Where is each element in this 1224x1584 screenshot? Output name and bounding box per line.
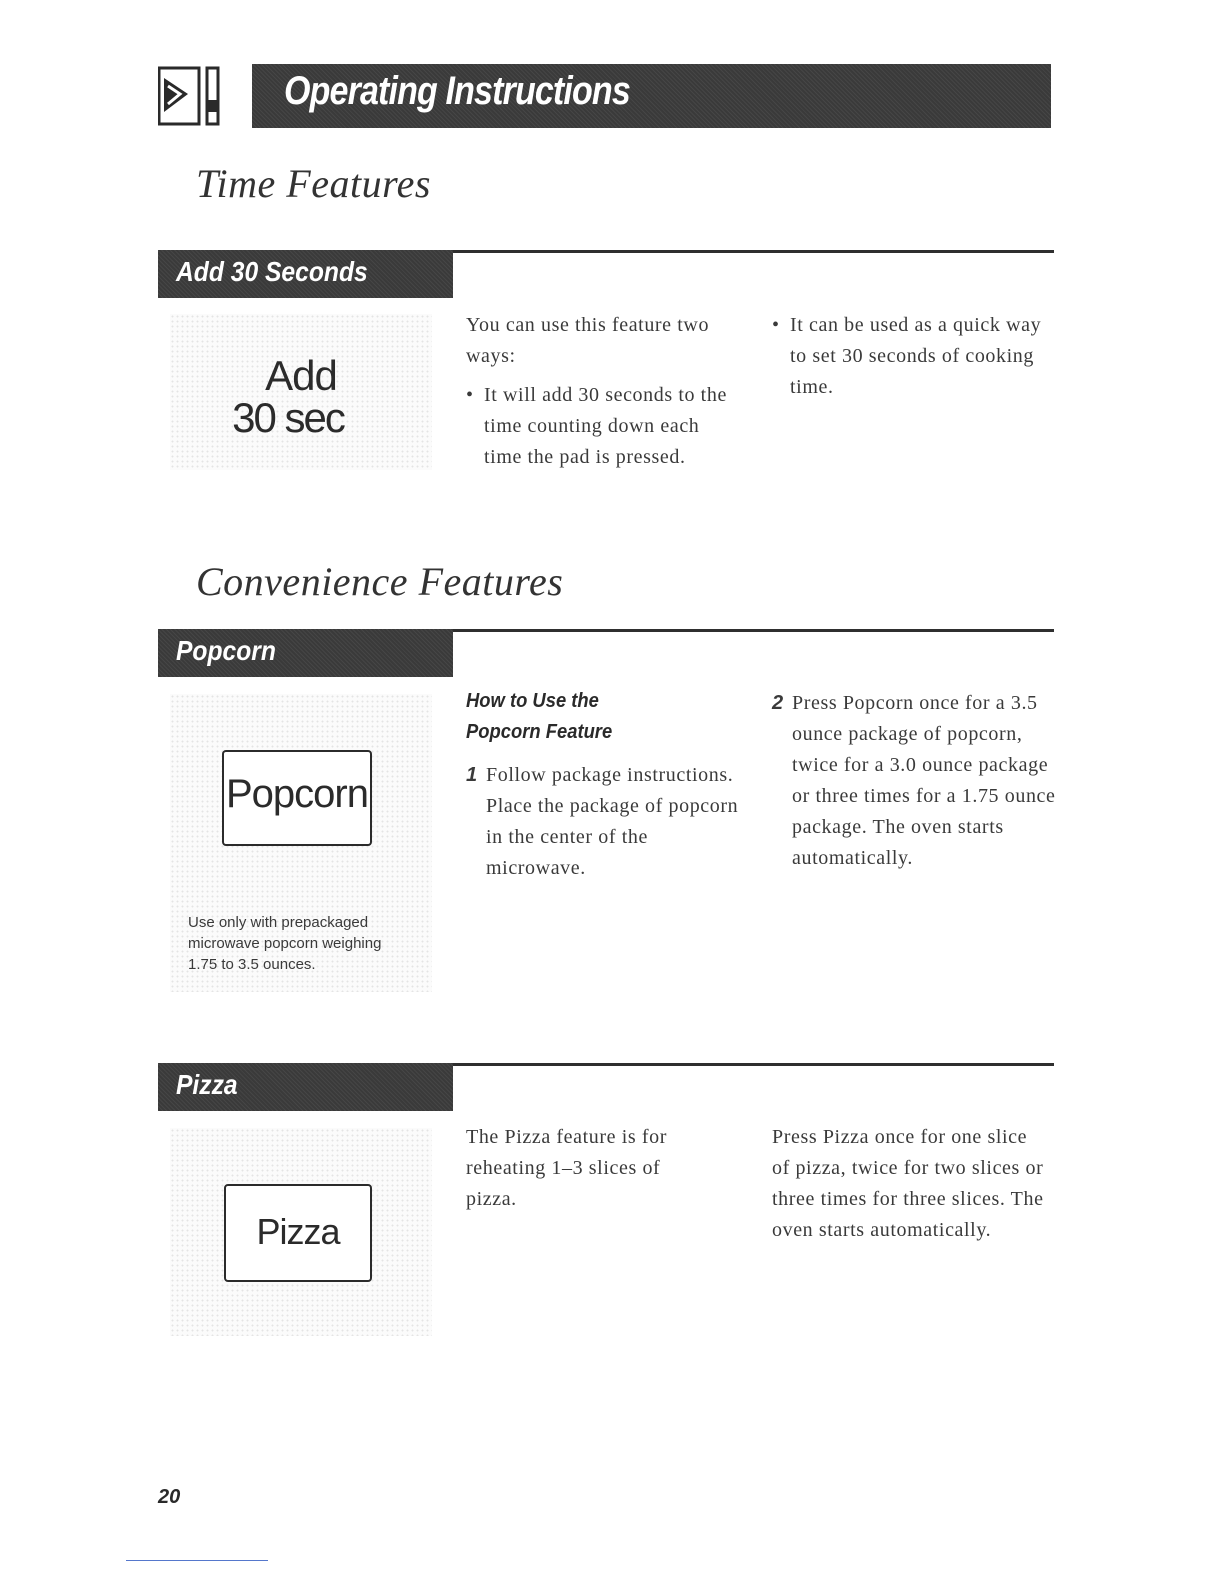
pizza-description: The Pizza feature is for reheating 1–3 slices of pizza. xyxy=(466,1126,667,1210)
feature-tab-label: Popcorn xyxy=(176,635,276,666)
add-30-bullet-1 xyxy=(466,380,738,473)
page-header-title: Operating Instructions xyxy=(284,69,630,113)
popcorn-note-line: microwave popcorn weighing xyxy=(188,935,382,952)
add-30-column-1 xyxy=(466,310,738,473)
section-rule xyxy=(453,250,1054,253)
section-rule xyxy=(453,1063,1054,1066)
popcorn-howto-heading-line-1: How to Use the xyxy=(466,690,599,712)
pizza-instructions: Press Pizza once for one slice of pizza, twice for two slices or three times for three slices. The oven starts automatically. xyxy=(772,1126,1044,1241)
pizza-column-2 xyxy=(772,1122,1044,1246)
step-number: 2 xyxy=(772,692,784,714)
add-30-bullet-2 xyxy=(772,310,1044,403)
add-30-intro: You can use this feature two ways: xyxy=(466,314,710,367)
page-number: 20 xyxy=(158,1486,181,1508)
popcorn-note-line: Use only with prepackaged xyxy=(188,914,369,931)
popcorn-step-2-text: Press Popcorn once for a 3.5 ounce package of popcorn, twice for a 3.0 ounce package or three times for a 1.75 ounce package. The oven starts automatically. xyxy=(792,692,1056,869)
pad-label-30-sec: 30 sec xyxy=(232,394,344,441)
popcorn-note xyxy=(188,912,381,975)
popcorn-note-line: 1.75 to 3.5 ounces. xyxy=(188,956,316,973)
popcorn-pad xyxy=(222,750,372,846)
feature-tab-pizza xyxy=(158,1063,453,1111)
add-30-bullet-1-text: It will add 30 seconds to the time counting down each time the pad is pressed. xyxy=(484,384,727,468)
popcorn-column-1 xyxy=(466,686,746,884)
pizza-column-1 xyxy=(466,1122,716,1215)
footer-link-underline xyxy=(126,1560,268,1561)
bullet-dot: • xyxy=(772,314,780,336)
popcorn-step-1-text: Follow package instructions. Place the package of popcorn in the center of the microwave. xyxy=(486,764,739,879)
pad-label-add: Add xyxy=(265,352,337,399)
bullet-dot: • xyxy=(466,384,474,406)
pad-label-pizza: Pizza xyxy=(256,1211,340,1252)
section-rule xyxy=(453,629,1054,632)
add-30-bullet-2-text: It can be used as a quick way to set 30 seconds of cooking time. xyxy=(790,314,1042,398)
pizza-pad xyxy=(224,1184,372,1282)
feature-tab-add-30-seconds xyxy=(158,250,453,298)
feature-tab-popcorn xyxy=(158,629,453,677)
microwave-chapter-icon xyxy=(158,66,220,128)
feature-tab-label: Add 30 Seconds xyxy=(176,256,368,287)
pizza-pad-illustration xyxy=(170,1128,432,1336)
feature-tab-label: Pizza xyxy=(176,1069,238,1100)
popcorn-step-1 xyxy=(466,760,748,884)
step-number: 1 xyxy=(466,764,478,786)
add-30-sec-pad-illustration xyxy=(170,314,432,470)
section-title-convenience-features: Convenience Features xyxy=(196,559,564,604)
popcorn-howto-heading-line-2: Popcorn Feature xyxy=(466,721,613,743)
add-30-column-2 xyxy=(772,310,1044,403)
popcorn-pad-illustration xyxy=(170,694,432,992)
popcorn-step-2 xyxy=(772,688,1056,874)
pad-label-popcorn: Popcorn xyxy=(226,772,368,816)
section-title-time-features: Time Features xyxy=(196,161,431,206)
